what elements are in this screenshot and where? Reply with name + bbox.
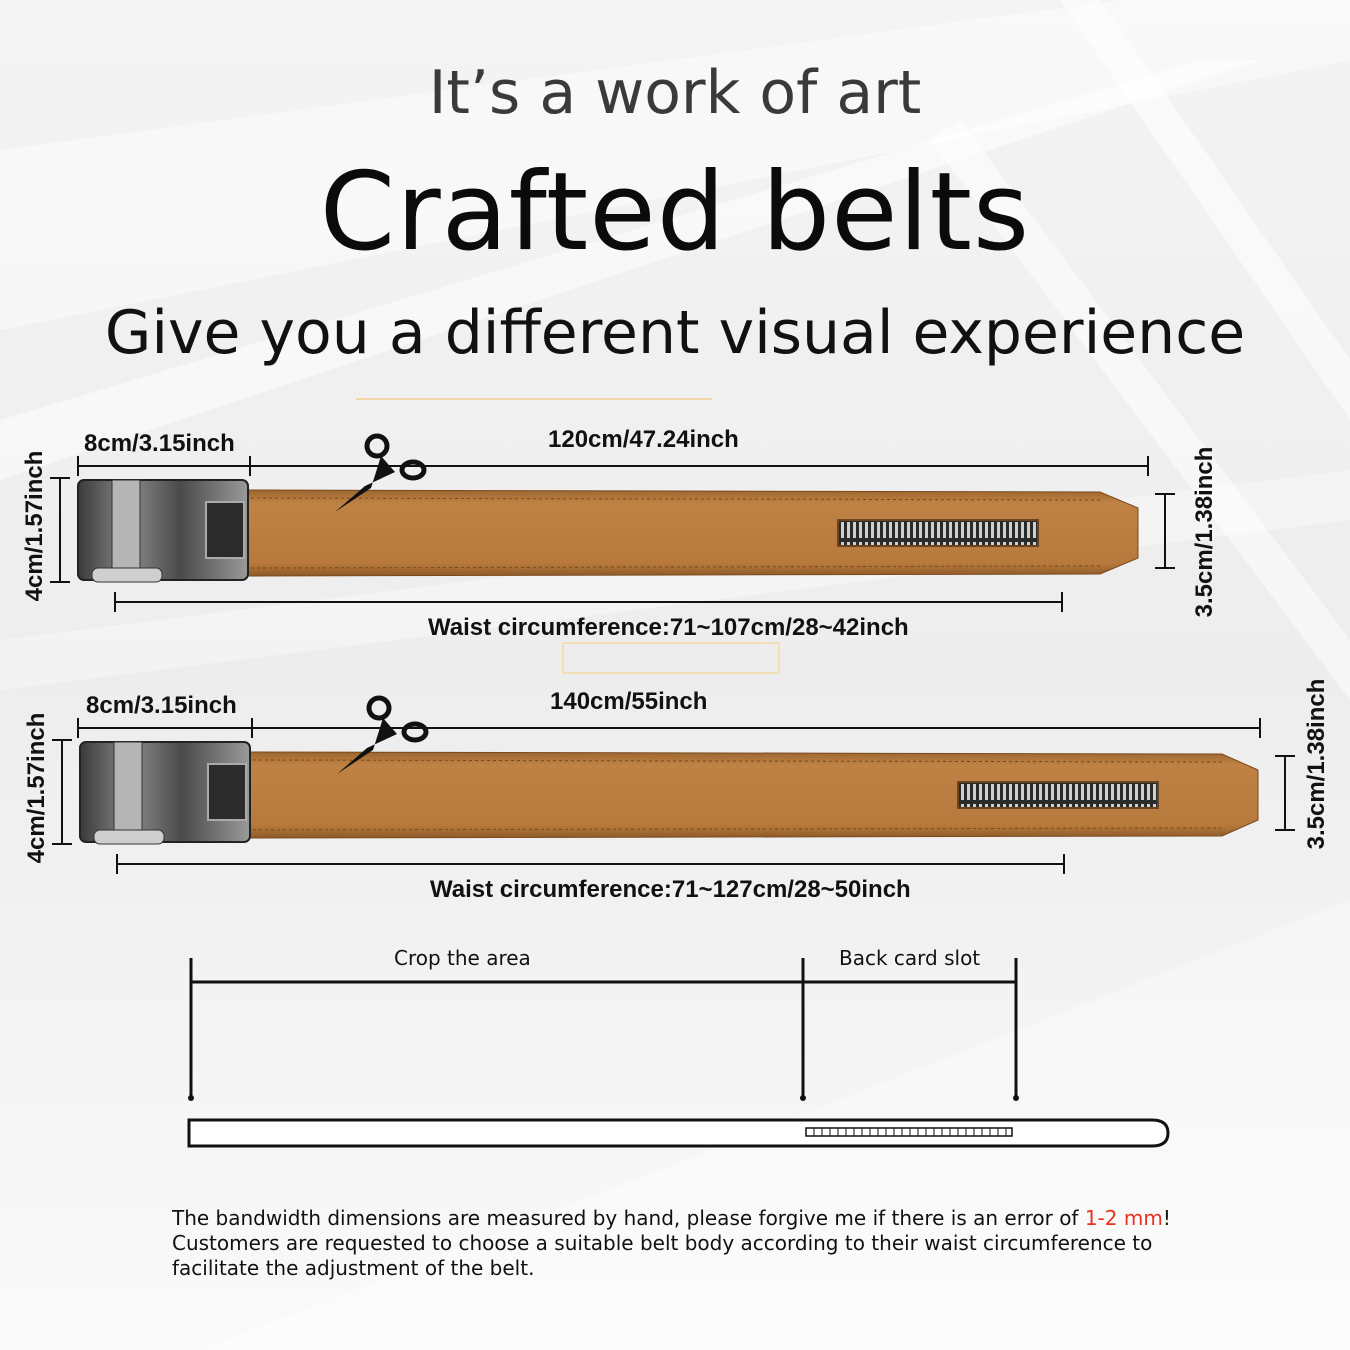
belt-140-buckle-width: 4cm/1.57inch <box>23 712 50 864</box>
measurement-note <box>172 1206 1222 1281</box>
belt-120-waist: Waist circumference:71~107cm/28~42inch <box>428 614 909 641</box>
belt-140-buckle-length: 8cm/3.15inch <box>86 692 237 719</box>
note-exclaim: ! <box>1162 1206 1171 1230</box>
back-card-slot-label: Back card slot <box>839 946 981 970</box>
tagline: It’s a work of art <box>428 58 922 128</box>
page-title: Crafted belts <box>319 150 1031 275</box>
belt-140-total-length: 140cm/55inch <box>550 688 708 715</box>
error-range: 1-2 mm <box>1084 1206 1163 1230</box>
note-line2: Customers are requested to choose a suitable belt body according to their waist circumference to facilitate the adjustment of the belt. <box>172 1231 1153 1280</box>
belt-140-waist: Waist circumference:71~127cm/28~50inch <box>430 876 911 903</box>
subtitle: Give you a different visual experience <box>104 298 1246 368</box>
belt-120-strap-width: 3.5cm/1.38inch <box>1191 446 1218 618</box>
belt-cut-diagram <box>0 940 1350 1170</box>
note-line1: The bandwidth dimensions are measured by hand, please forgive me if there is an error of <box>172 1206 1085 1230</box>
crop-area-label: Crop the area <box>394 946 531 970</box>
belt-120-buckle-length: 8cm/3.15inch <box>84 430 235 457</box>
belt-140-strap-width: 3.5cm/1.38inch <box>1303 678 1330 850</box>
belt-120-total-length: 120cm/47.24inch <box>548 426 739 453</box>
belt-120-buckle-width: 4cm/1.57inch <box>21 450 48 602</box>
